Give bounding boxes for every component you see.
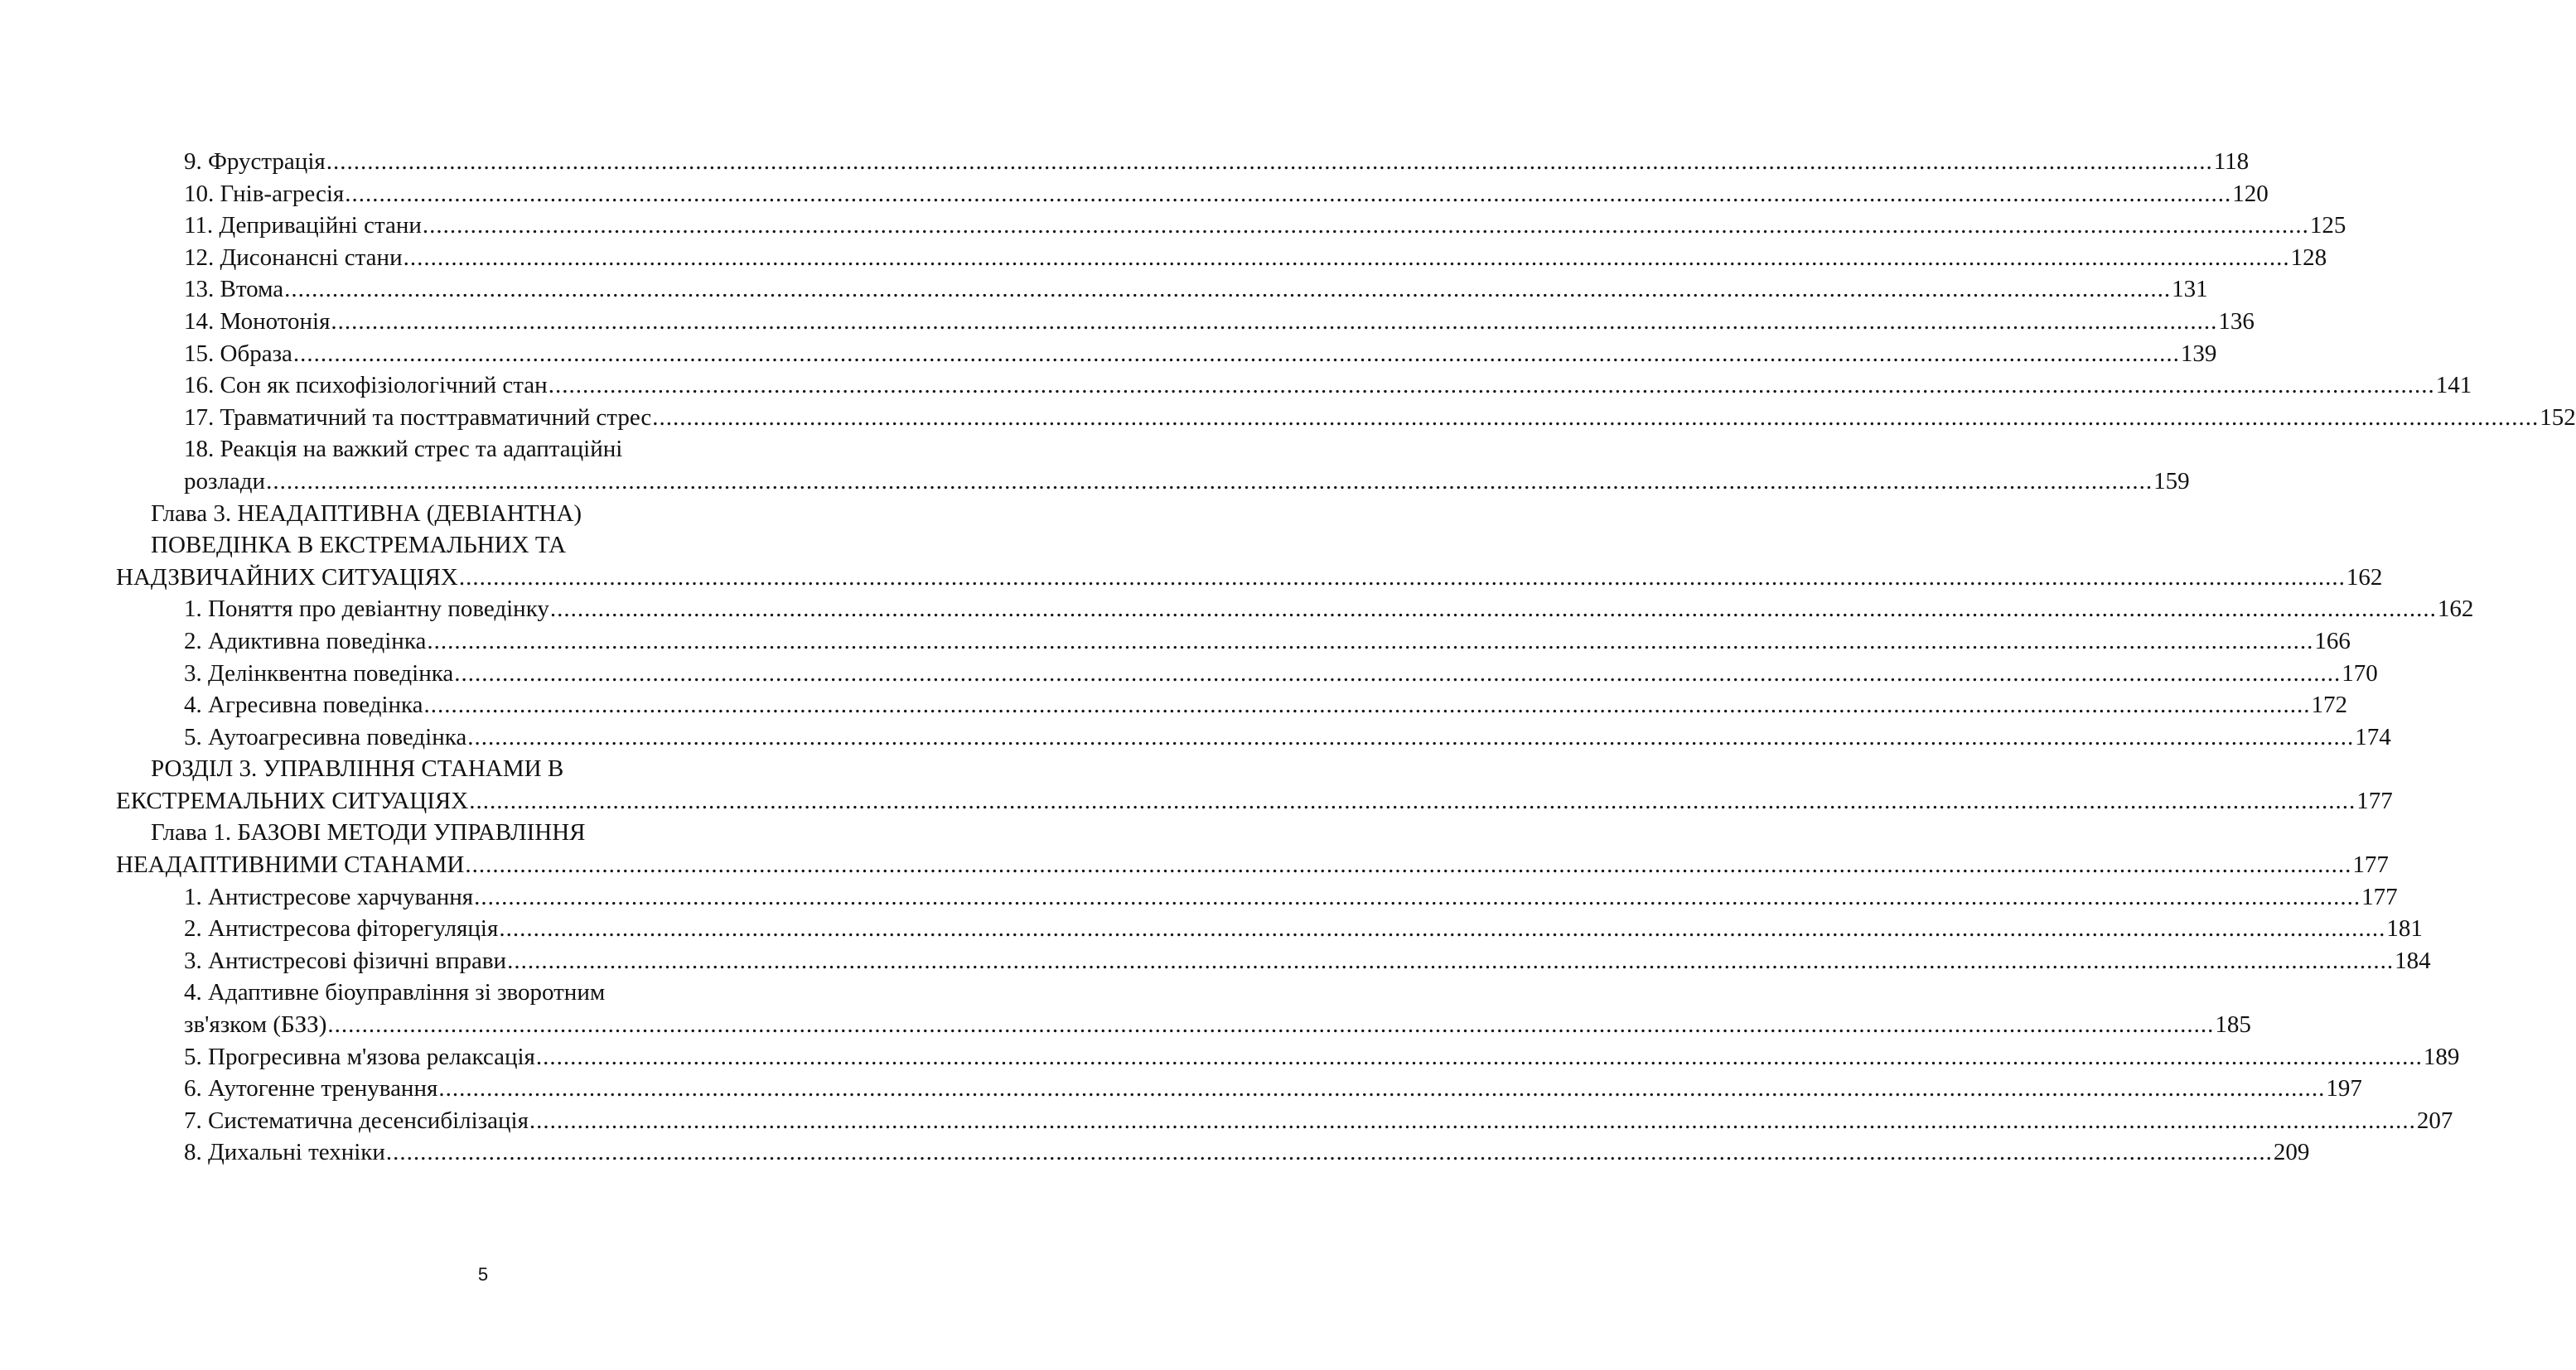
toc-entry[interactable] — [0, 466, 2190, 498]
dot-leader — [507, 945, 2394, 977]
toc-entry-page-number: 131 — [2172, 276, 2208, 303]
toc-entry[interactable] — [0, 402, 2576, 434]
toc-entry[interactable] — [0, 658, 2378, 690]
toc-entry-title: 8. Дихальні техніки — [184, 1139, 385, 1166]
page-number: 5 — [477, 1264, 489, 1285]
toc-entry[interactable] — [0, 178, 2269, 210]
toc-entry[interactable] — [0, 369, 2472, 402]
toc-entry-page-number: 141 — [2435, 372, 2472, 399]
toc-entry-page-number: 152 — [2540, 403, 2576, 431]
toc-entry[interactable] — [0, 1073, 2362, 1105]
toc-entry-page-number: 177 — [2361, 883, 2398, 910]
toc-heading-line — [0, 817, 834, 849]
toc-entry-title: 3. Делінквентна поведінка — [184, 659, 454, 687]
dot-leader — [467, 721, 2354, 754]
toc-entry-page-number: 139 — [2180, 340, 2217, 367]
toc-entry[interactable] — [0, 338, 2217, 370]
dot-leader — [266, 466, 2153, 498]
dot-leader — [459, 562, 2346, 594]
dot-leader — [345, 178, 2231, 210]
toc-entry-title: 15. Образа — [184, 340, 292, 367]
dot-leader — [326, 146, 2213, 178]
toc-entry-title: Глава 1. БАЗОВІ МЕТОДИ УПРАВЛІННЯ — [151, 819, 586, 847]
toc-entry-title: 16. Сон як психофізіологічний стан — [184, 372, 548, 399]
toc-entry-title: зв'язком (БЗЗ) — [184, 1011, 327, 1039]
toc-entry-page-number: 181 — [2386, 915, 2423, 943]
dot-leader — [423, 210, 2309, 242]
toc-entry[interactable] — [0, 881, 2398, 914]
dot-leader — [386, 1136, 2273, 1169]
toc-entry[interactable] — [0, 306, 2255, 338]
toc-entry[interactable] — [0, 593, 2474, 625]
toc-entry-page-number: 170 — [2342, 659, 2378, 687]
dot-leader — [293, 338, 2180, 370]
dot-leader — [427, 625, 2313, 658]
toc-entry-title: 2. Антистресова фіторегуляція — [184, 915, 499, 943]
dot-leader — [424, 689, 2311, 721]
dot-leader — [331, 306, 2217, 338]
toc-entry-page-number: 120 — [2232, 180, 2269, 207]
dot-leader — [529, 1105, 2416, 1137]
toc-entry-title: 2. Адиктивна поведінка — [184, 627, 427, 654]
toc-entry-page-number: 184 — [2395, 947, 2431, 974]
dot-leader — [499, 913, 2385, 945]
toc-entry-title: 10. Гнів-агресія — [184, 180, 345, 207]
dot-leader — [550, 593, 2437, 625]
toc-heading-line — [0, 498, 834, 530]
dot-leader — [469, 785, 2356, 818]
toc-entry-page-number: 185 — [2215, 1011, 2251, 1039]
dot-leader — [549, 369, 2435, 402]
toc-entry[interactable] — [0, 1041, 2460, 1073]
toc-entry[interactable] — [0, 913, 2423, 945]
toc-entry-title: 9. Фрустрація — [184, 148, 326, 175]
toc-heading-line — [0, 753, 834, 785]
toc-entry[interactable] — [0, 721, 2391, 754]
toc-entry[interactable] — [0, 785, 2393, 818]
toc-heading-line — [0, 977, 834, 1009]
toc-entry-title: 11. Деприваційні стани — [184, 212, 422, 239]
toc-entry[interactable] — [0, 849, 2389, 881]
toc-heading-line — [0, 529, 834, 562]
toc-entry-title: 13. Втома — [184, 276, 284, 303]
dot-leader — [404, 242, 2290, 274]
dot-leader — [474, 881, 2361, 914]
toc-entry-page-number: 207 — [2416, 1107, 2453, 1134]
toc-entry-page-number: 162 — [2346, 563, 2383, 591]
toc-entry-page-number: 174 — [2355, 723, 2391, 750]
toc-entry-title: 5. Прогресивна м'язова релаксація — [184, 1043, 535, 1070]
toc-entry-title: ЕКСТРЕМАЛЬНИХ СИТУАЦІЯХ — [116, 787, 469, 814]
toc-entry-title: розлади — [184, 467, 266, 494]
toc-entry-title: 7. Систематична десенсибілізація — [184, 1107, 529, 1134]
toc-entry[interactable] — [0, 1105, 2453, 1137]
toc-entry[interactable] — [0, 625, 2351, 658]
toc-heading-line — [0, 433, 834, 466]
toc-entry-title: НЕАДАПТИВНИМИ СТАНАМИ — [116, 851, 465, 879]
toc-entry-page-number: 197 — [2326, 1075, 2362, 1102]
dot-leader — [536, 1041, 2423, 1073]
toc-entry-title: 18. Реакція на важкий стрес та адаптаційні — [184, 436, 623, 463]
toc-entry-page-number: 209 — [2273, 1139, 2310, 1166]
toc-entry-title: 6. Аутогенне тренування — [184, 1075, 438, 1102]
toc-entry-title: 5. Аутоагресивна поведінка — [184, 723, 467, 750]
toc-entry-title: 4. Агресивна поведінка — [184, 692, 423, 719]
toc-entry-title: ПОВЕДІНКА В ЕКСТРЕМАЛЬНИХ ТА — [151, 532, 567, 559]
toc-entry-page-number: 128 — [2290, 244, 2327, 271]
toc-entry-title: НАДЗВИЧАЙНИХ СИТУАЦІЯХ — [116, 563, 458, 591]
dot-leader — [284, 273, 2171, 306]
toc-entry[interactable] — [0, 562, 2383, 594]
toc-entry[interactable] — [0, 1136, 2310, 1169]
toc-entry-page-number: 177 — [2352, 851, 2389, 879]
toc-entry-title: 3. Антистресові фізичні вправи — [184, 947, 507, 974]
toc-entry-page-number: 125 — [2309, 212, 2346, 239]
toc-entry-page-number: 189 — [2423, 1043, 2460, 1070]
toc-entry[interactable] — [0, 945, 2431, 977]
toc-entry-title: 1. Антистресове харчування — [184, 883, 474, 910]
toc-entry-page-number: 159 — [2153, 467, 2190, 494]
toc-entry[interactable] — [0, 273, 2208, 306]
toc-entry-page-number: 177 — [2356, 787, 2393, 814]
toc-entry[interactable] — [0, 242, 2327, 274]
toc-entry-title: 17. Травматичний та посттравматичний стрес — [184, 403, 652, 431]
toc-entry[interactable] — [0, 1009, 2251, 1041]
toc-entry-page-number: 162 — [2437, 596, 2474, 623]
toc-entry-page-number: 166 — [2314, 627, 2351, 654]
toc-entry-page-number: 136 — [2218, 307, 2255, 335]
toc-entry-title: РОЗДІЛ 3. УПРАВЛІННЯ СТАНАМИ В — [151, 755, 564, 783]
dot-leader — [465, 849, 2351, 881]
toc-entry-page-number: 172 — [2311, 692, 2348, 719]
toc-entry-title: 4. Адаптивне біоуправління зі зворотним — [184, 979, 606, 1006]
toc-entry-page-number: 118 — [2213, 148, 2250, 175]
dot-leader — [652, 402, 2539, 434]
toc-entry-title: Глава 3. НЕАДАПТИВНА (ДЕВІАНТНА) — [151, 499, 582, 527]
dot-leader — [454, 658, 2341, 690]
dot-leader — [327, 1009, 2214, 1041]
dot-leader — [438, 1073, 2325, 1105]
toc-entry[interactable] — [0, 210, 2346, 242]
toc-entry-title: 12. Дисонансні стани — [184, 244, 403, 271]
toc-entry[interactable] — [0, 146, 2250, 178]
table-of-contents — [0, 146, 2576, 1169]
toc-entry-title: 14. Монотонія — [184, 307, 331, 335]
toc-entry[interactable] — [0, 689, 2348, 721]
toc-entry-title: 1. Поняття про девіантну поведінку — [184, 596, 549, 623]
